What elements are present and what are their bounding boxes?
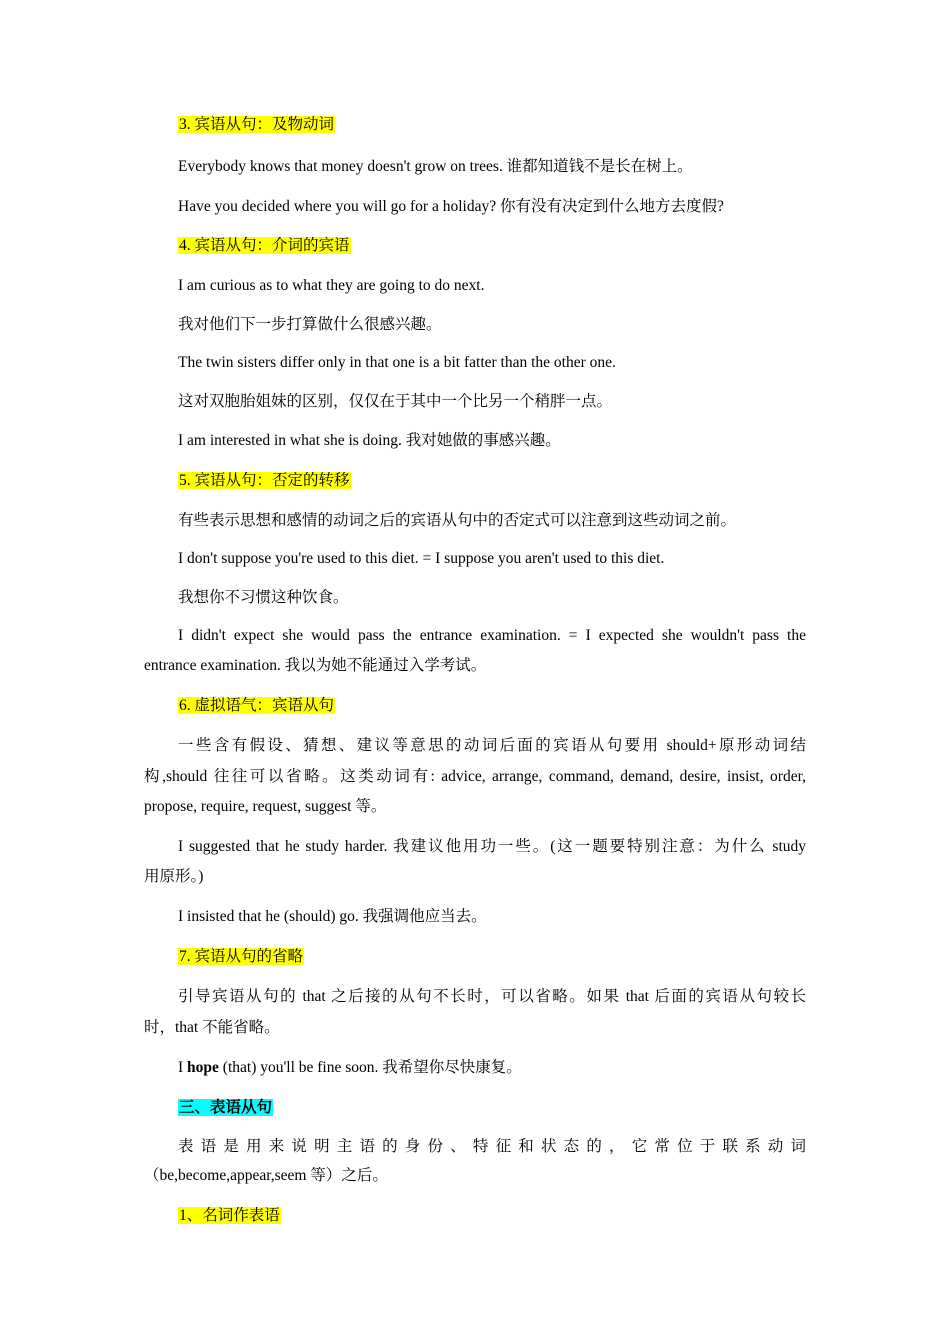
- sub-heading-text: 1、名词作表语: [179, 1207, 280, 1224]
- paragraph-line: 时，that 不能省略。: [144, 1019, 280, 1036]
- paragraph-line: 表 语 是 用 来 说 明 主 语 的 身 份 、 特 征 和 状 态 的 ， 它 常 位 于 联 系 动 词: [178, 1138, 806, 1155]
- paragraph: I don't suppose you're used to this diet. = I suppose you aren't used to this diet.: [178, 550, 665, 567]
- bold-word: hope: [187, 1059, 219, 1076]
- paragraph-line: 引导宾语从句的 that 之后接的从句不长时，可以省略。如果 that 后面的宾语从句较长: [178, 988, 806, 1005]
- heading-7: [178, 947, 304, 967]
- text-run: I: [178, 1059, 188, 1076]
- paragraph-line: I didn't expect she would pass the entrance examination. = I expected she wouldn't pass the: [178, 627, 806, 644]
- paragraph: 我想你不习惯这种饮食。: [178, 589, 349, 606]
- paragraph: I am curious as to what they are going to do next.: [178, 277, 485, 294]
- sub-heading: [178, 1206, 281, 1226]
- paragraph-line: 构,should 往往可以省略。这类动词有: advice, arrange, command, demand, desire, insist, order,: [144, 768, 806, 785]
- heading-6: [178, 696, 335, 716]
- paragraph: I insisted that he (should) go. 我强调他应当去。: [178, 908, 487, 925]
- paragraph-line: propose, require, request, suggest 等。: [144, 798, 387, 815]
- section-heading-text: 三、表语从句: [179, 1099, 273, 1116]
- section-heading: [178, 1098, 273, 1118]
- paragraph-line: （be,become,appear,seem 等）之后。: [144, 1167, 388, 1184]
- paragraph: Have you decided where you will go for a holiday? 你有没有决定到什么地方去度假?: [178, 198, 724, 215]
- paragraph: 有些表示思想和感情的动词之后的宾语从句中的否定式可以注意到这些动词之前。: [178, 512, 737, 529]
- paragraph: 这对双胞胎姐妹的区别，仅仅在于其中一个比另一个稍胖一点。: [178, 393, 613, 410]
- text-run: (that) you'll be fine soon. 我希望你尽快康复。: [218, 1059, 522, 1076]
- paragraph-line: I suggested that he study harder. 我建议他用功一些。(这一题要特别注意：为什么 study: [178, 838, 806, 855]
- paragraph-line: entrance examination. 我以为她不能通过入学考试。: [144, 657, 487, 674]
- heading-4-text: 4. 宾语从句：介词的宾语: [179, 237, 350, 254]
- paragraph-line: 一些含有假设、猜想、建议等意思的动词后面的宾语从句要用 should+原形动词结: [178, 737, 806, 754]
- paragraph: The twin sisters differ only in that one is a bit fatter than the other one.: [178, 354, 616, 371]
- paragraph: [178, 1058, 522, 1078]
- heading-7-text: 7. 宾语从句的省略: [179, 948, 304, 965]
- heading-4: [178, 236, 351, 256]
- paragraph-line: 用原形。): [144, 868, 204, 885]
- heading-5: [178, 471, 351, 491]
- paragraph: I am interested in what she is doing. 我对她做的事感兴趣。: [178, 432, 561, 449]
- heading-6-text: 6. 虚拟语气：宾语从句: [179, 697, 335, 714]
- heading-3-text: 3. 宾语从句：及物动词: [179, 116, 335, 133]
- paragraph: 我对他们下一步打算做什么很感兴趣。: [178, 316, 442, 333]
- heading-3: [178, 115, 335, 135]
- heading-5-text: 5. 宾语从句：否定的转移: [179, 472, 350, 489]
- paragraph: Everybody knows that money doesn't grow on trees. 谁都知道钱不是长在树上。: [178, 158, 693, 175]
